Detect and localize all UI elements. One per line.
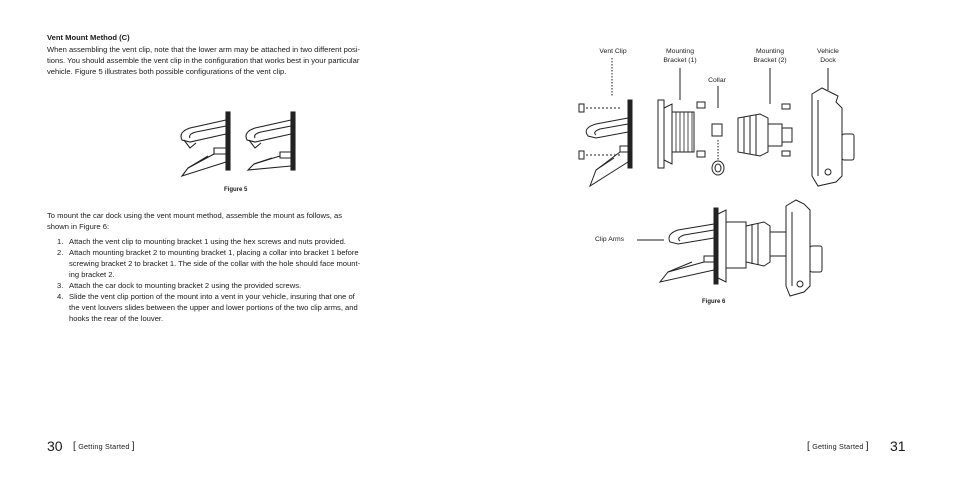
page-number-right: 31 [890,438,906,454]
label-line: Vehicle [817,48,839,55]
intro-line: tions. You should assemble the vent clip in the configuration that works best in your particular [47,56,360,65]
step-line: the vent louvers slides between the upper and lower portions of the two clip arms, and [69,303,358,312]
label-line: Bracket (2) [753,57,787,64]
footer-bracket-close: ] [131,441,135,452]
steps-intro-line: shown in Figure 6: [47,222,110,231]
footer-bracket-close: ] [865,441,869,452]
step-line: hooks the rear of the louver. [69,314,164,323]
label-line: Mounting [756,48,784,55]
label-line: Dock [820,57,836,64]
footer-section-left: Getting Started [78,442,130,451]
step-number: 1. [57,237,64,246]
footer-right [807,441,869,452]
step-number: 4. [57,292,64,301]
footer-bracket-open: [ [807,441,810,452]
step-line: ing bracket 2. [69,270,115,279]
step-line: Attach mounting bracket 2 to mounting bracket 1, placing a collar into bracket 1 before [69,248,359,257]
figure-5-caption: Figure 5 [224,187,248,193]
footer-bracket-open: [ [73,441,76,452]
intro-line: When assembling the vent clip, note that the lower arm may be attached in two different posi- [47,45,361,54]
step-line: Slide the vent clip portion of the mount into a vent in your vehicle, insuring that one of [69,292,355,301]
steps-intro-line: To mount the car dock using the vent mount method, assemble the mount as follows, as [47,211,343,220]
label-collar: Collar [708,77,726,84]
label-line: Bracket (1) [663,57,697,64]
intro-line: vehicle. Figure 5 illustrates both possible configurations of the vent clip. [47,67,287,76]
step-line: Attach the vent clip to mounting bracket 1 using the hex screws and nuts provided. [69,237,346,246]
figure-6-caption: Figure 6 [702,299,726,305]
step-line: screwing bracket 2 to bracket 1. The side of the collar with the hole should face mount- [69,259,361,268]
step-line: Attach the car dock to mounting bracket 2 using the provided screws. [69,281,302,290]
page-number-left: 30 [47,438,63,454]
footer-section-right: Getting Started [812,442,864,451]
label-vent-clip: Vent Clip [599,48,627,55]
section-heading: Vent Mount Method (C) [47,33,130,42]
label-clip-arms: Clip Arms [595,236,625,243]
step-number: 3. [57,281,64,290]
label-line: Mounting [666,48,694,55]
step-number: 2. [57,248,64,257]
